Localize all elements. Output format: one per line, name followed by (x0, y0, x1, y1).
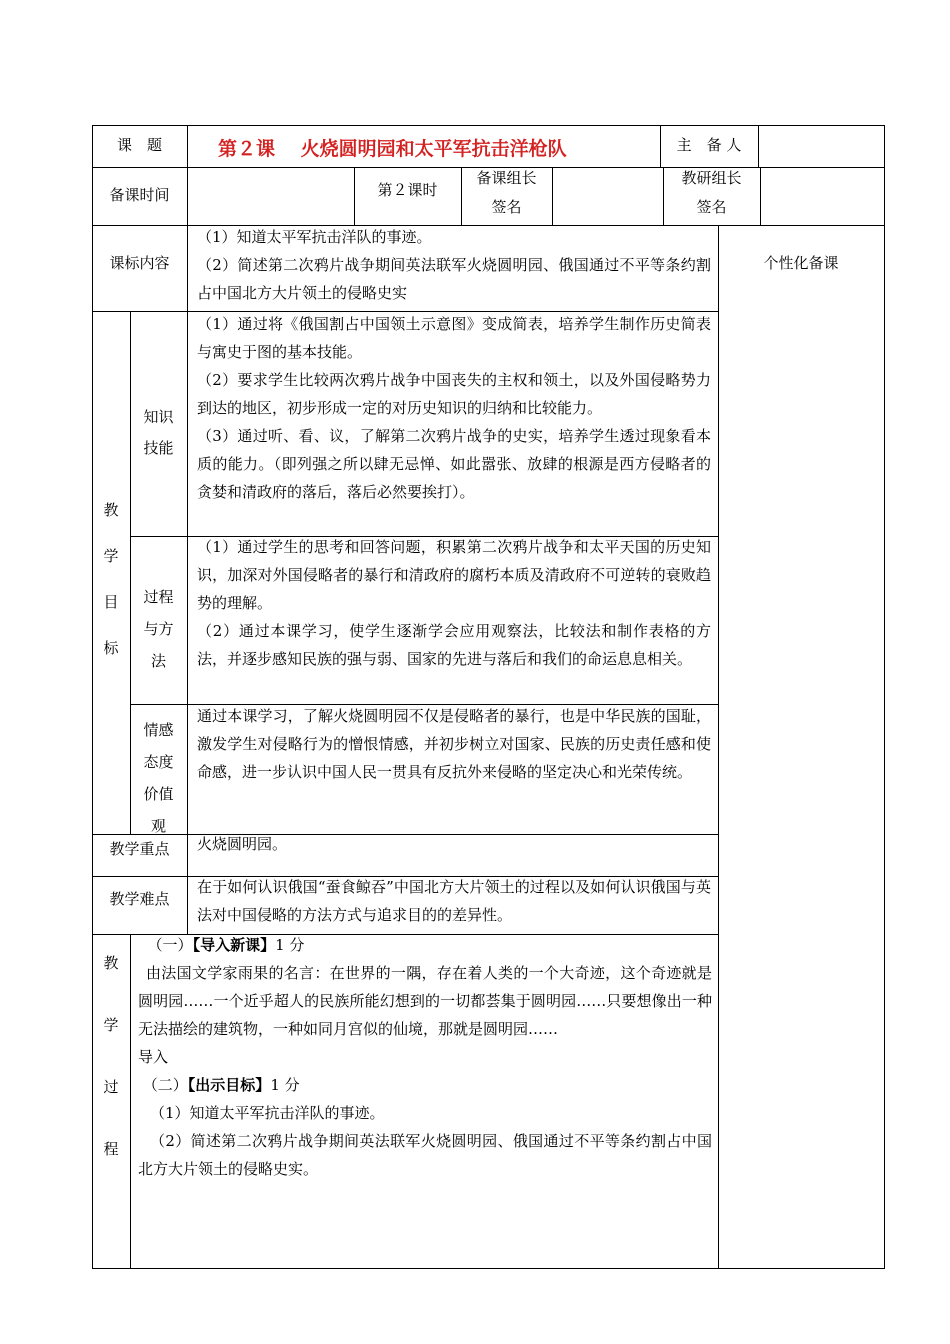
process-method-content (197, 533, 711, 673)
rule (718, 225, 719, 1269)
knowledge-skills-label: 知识 技能 (143, 408, 174, 457)
intro-text: 导入 (138, 1048, 169, 1066)
standards-label: 课标内容 (109, 254, 170, 273)
standards-item: （2）简述第二次鸦片战争期间英法联军火烧圆明园、俄国通过不平等条约割占中国北方大片领土的侵略史实 (197, 256, 711, 302)
teaching-process-label: 教 学 过 程 (103, 954, 119, 1158)
rule (187, 834, 188, 935)
difficulty-content: 在于如何认识俄国“蚕食鲸吞”中国北方大片领土的过程以及如何认识俄国与英法对中国侵略的方法方式与追求目的的差异性。 (197, 878, 711, 924)
standards-item: （1）知道太平军抗击洋队的事迹。 (197, 228, 432, 246)
objective-item: （3）通过听、看、议，了解第二次鸦片战争的史实，培养学生透过现象看本质的能力。（即列强之所以肆无忌惮、如此嚣张、放肆的根源是西方侵略者的贪婪和清政府的落后，落后必然要挨打）。 (197, 427, 711, 501)
knowledge-skills-content (197, 310, 711, 506)
rule (760, 167, 761, 226)
research-leader-sign-label: 教研组长 签名 (681, 169, 742, 216)
rule (884, 125, 885, 1269)
teaching-process-content (138, 931, 712, 1183)
rule (552, 167, 553, 226)
rule (92, 125, 885, 126)
key-point-label: 教学重点 (109, 840, 170, 859)
rule (130, 934, 131, 1269)
personalized-prep-label: 个性化备课 (763, 254, 839, 273)
emotion-values-content: 通过本课学习，了解火烧圆明园不仅是侵略者的暴行，也是中华民族的国耻，激发学生对侵略行为的憎恨情感，并初步树立对国家、民族的历史责任感和使命感，进一步认识中国人民一贯具有反抗外来侵略的坚定决心和光荣传统。 (197, 707, 711, 781)
emotion-values-label: 情感 态度 价值 观 (143, 721, 174, 835)
rule (187, 311, 188, 835)
lesson-title: 第２课 火烧圆明园和太平军抗击洋枪队 (218, 138, 567, 160)
rule (92, 1268, 885, 1269)
standards-content (197, 223, 711, 307)
key-point-content: 火烧圆明园。 (197, 835, 288, 853)
rule (758, 125, 759, 168)
step-heading: （二）【出示目标】1 分 (142, 1076, 300, 1094)
preparer-label: 主 备 人 (676, 136, 742, 155)
group-leader-sign-label: 备课组长 签名 (476, 169, 537, 216)
goal-item: （2）简述第二次鸦片战争期间英法联军火烧圆明园、俄国通过不平等条约割占中国北方大片领土的侵略史实。 (138, 1132, 712, 1178)
objective-item: （2）要求学生比较两次鸦片战争中国丧失的主权和领土，以及外国侵略势力到达的地区，初步形成一定的对历史知识的归纳和比较能力。 (197, 371, 711, 417)
difficulty-label: 教学难点 (109, 890, 170, 909)
objectives-label: 教 学 目 标 (103, 501, 119, 657)
rule (187, 125, 188, 311)
process-method-label: 过程 与方 法 (143, 588, 174, 670)
hugo-quote: 由法国文学家雨果的名言：在世界的一隅，存在着人类的一个大奇迹，这个奇迹就是圆明园……一个近乎超人的民族所能幻想到的一切都荟集于圆明园……只要想像出一种无法描绘的建筑物，一种如同月宫似的仙境，那就是圆明园…… (138, 964, 712, 1038)
subject-label: 课 题 (116, 136, 162, 155)
step-heading: （一）【导入新课】1 分 (147, 936, 305, 954)
prep-time-label: 备课时间 (109, 186, 170, 205)
objective-item: （1）通过将《俄国割占中国领土示意图》变成简表，培养学生制作历史简表与寓史于图的基本技能。 (197, 315, 711, 361)
objective-item: （1）通过学生的思考和回答问题，积累第二次鸦片战争和太平天国的历史知识，加深对外国侵略者的暴行和清政府的腐朽本质及清政府不可逆转的衰败趋势的理解。 (197, 538, 711, 612)
goal-item: （1）知道太平军抗击洋队的事迹。 (150, 1104, 385, 1122)
objective-item: （2）通过本课学习，使学生逐渐学会应用观察法，比较法和制作表格的方法，并逐步感知民族的强与弱、国家的先进与落后和我们的命运息息相关。 (197, 622, 711, 668)
period-value: 第２课时 (377, 181, 438, 200)
